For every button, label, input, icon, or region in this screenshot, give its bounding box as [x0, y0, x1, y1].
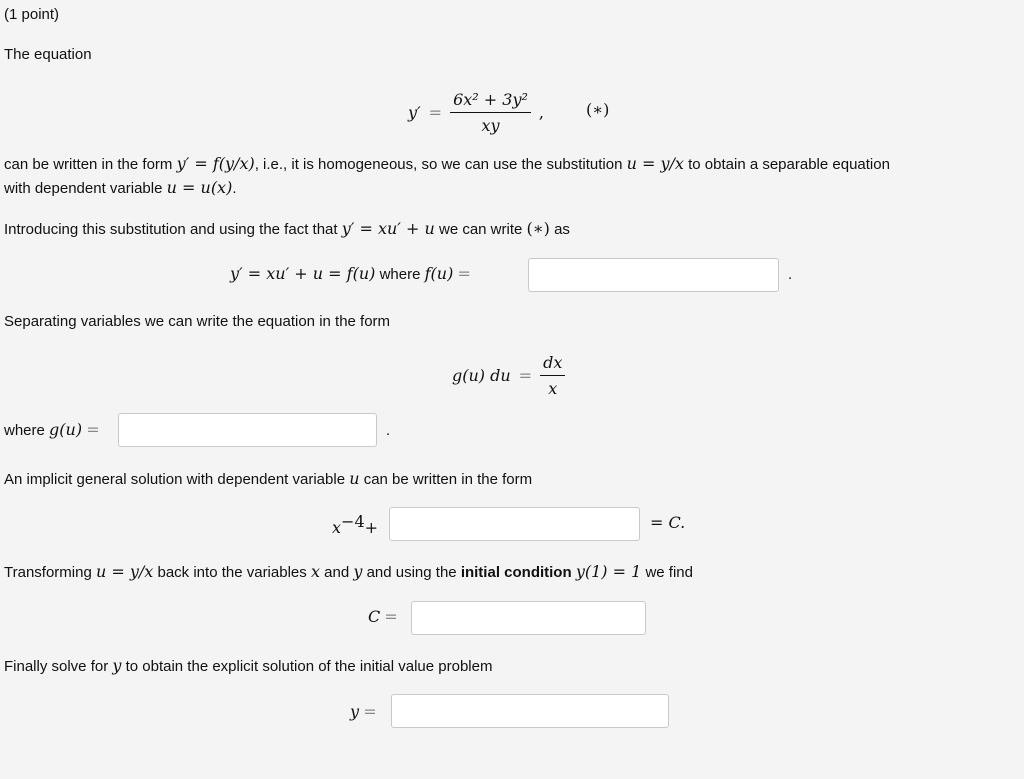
para6 [4, 656, 492, 675]
para5-text-d: we find [645, 564, 693, 581]
eq1-fraction [450, 90, 531, 135]
row-implicit-label [332, 512, 378, 537]
para1-line2 [4, 178, 237, 197]
row-f-equals: = [457, 264, 471, 283]
para1-line1 [4, 154, 890, 173]
initial-condition-bold: initial condition [460, 564, 572, 581]
eq2-fraction [540, 353, 565, 398]
row-f-label [230, 264, 471, 283]
implicit-rhs: = C. [650, 513, 686, 532]
equation-separable [452, 348, 565, 402]
para5-math1: u = y/x [95, 562, 154, 581]
para4 [4, 469, 532, 488]
eq1-denominator: xy [450, 112, 531, 135]
f-u-input[interactable] [528, 258, 779, 292]
para1-math1: y′ = f(y/x) [176, 154, 255, 173]
eq1-comma: , [538, 102, 544, 122]
para5-y: y [353, 562, 363, 581]
row-g-equals: = [86, 420, 100, 439]
para1-line2-math: u = u(x) [166, 178, 233, 197]
para1-line2-period: . [232, 180, 237, 197]
row-f-where: where [379, 266, 421, 283]
row-f-math: y′ = xu′ + u = f(u) [230, 264, 376, 283]
para6-text-b: to obtain the explicit solution of the initial value problem [125, 658, 493, 675]
eq2-lhs: g(u) du [452, 365, 511, 385]
para4-var: u [349, 469, 360, 488]
para5-x: x [310, 562, 320, 581]
implicit-plus: + [364, 518, 379, 537]
eq2-numerator: dx [543, 352, 563, 372]
para4-text-a: An implicit general solution with dependent variable [4, 471, 346, 488]
para2-tag: (∗) [526, 219, 550, 238]
row-f-period: . [788, 266, 793, 283]
para1-text-a: can be written in the form [4, 156, 173, 173]
para1-text-b: , i.e., it is homogeneous, so we can use the substitution [254, 156, 623, 173]
row-y-symbol: y [350, 702, 360, 721]
implicit-base: x [332, 518, 342, 537]
eq2-denominator: x [540, 375, 565, 398]
para5-math2: y(1) = 1 [575, 562, 642, 581]
para3-text: Separating variables we can write the equation in the form [4, 313, 391, 330]
row-c-equals: = [384, 607, 398, 626]
para6-y: y [112, 656, 122, 675]
implicit-input[interactable] [389, 507, 640, 541]
row-g-label [4, 420, 100, 439]
para5 [4, 562, 693, 581]
para5-text-c: and using the [366, 564, 457, 581]
para6-text-a: Finally solve for [4, 658, 109, 675]
points-label: (1 point) [4, 6, 60, 23]
y-input[interactable] [391, 694, 669, 728]
row-c-label [368, 607, 398, 626]
c-input[interactable] [411, 601, 646, 635]
row-g-where: where [4, 422, 45, 439]
para5-text-a: Transforming [4, 564, 92, 581]
eq2-equals: = [518, 365, 533, 385]
row-g-period: . [386, 422, 391, 439]
para1-text-c: to obtain a separable equation [688, 156, 890, 173]
row-y-label [350, 702, 377, 721]
para2-text-c: as [554, 221, 570, 238]
eq1-numerator: 6x² + 3y² [453, 89, 528, 109]
row-f-fu: f(u) [424, 264, 454, 283]
eq1-equals: = [428, 102, 443, 122]
para5-text-b: back into the variables [157, 564, 307, 581]
para2-text-a: Introducing this substitution and using the fact that [4, 221, 338, 238]
para5-and: and [324, 564, 350, 581]
para1-math2: u = y/x [626, 154, 684, 173]
para4-text-b: can be written in the form [363, 471, 533, 488]
para2-math: y′ = xu′ + u [341, 219, 435, 238]
para1-line2-text: with dependent variable [4, 180, 163, 197]
row-g-gu: g(u) [49, 420, 83, 439]
g-u-input[interactable] [118, 413, 377, 447]
eq1-tag: (∗) [586, 100, 610, 119]
equation-main [408, 84, 544, 140]
row-c-symbol: C [368, 607, 381, 626]
para2 [4, 219, 570, 238]
intro-text: The equation [4, 46, 92, 63]
eq1-lhs: y′ [408, 102, 421, 122]
implicit-exponent: −4 [341, 512, 365, 531]
row-y-equals: = [363, 702, 377, 721]
para2-text-b: we can write [438, 221, 523, 238]
